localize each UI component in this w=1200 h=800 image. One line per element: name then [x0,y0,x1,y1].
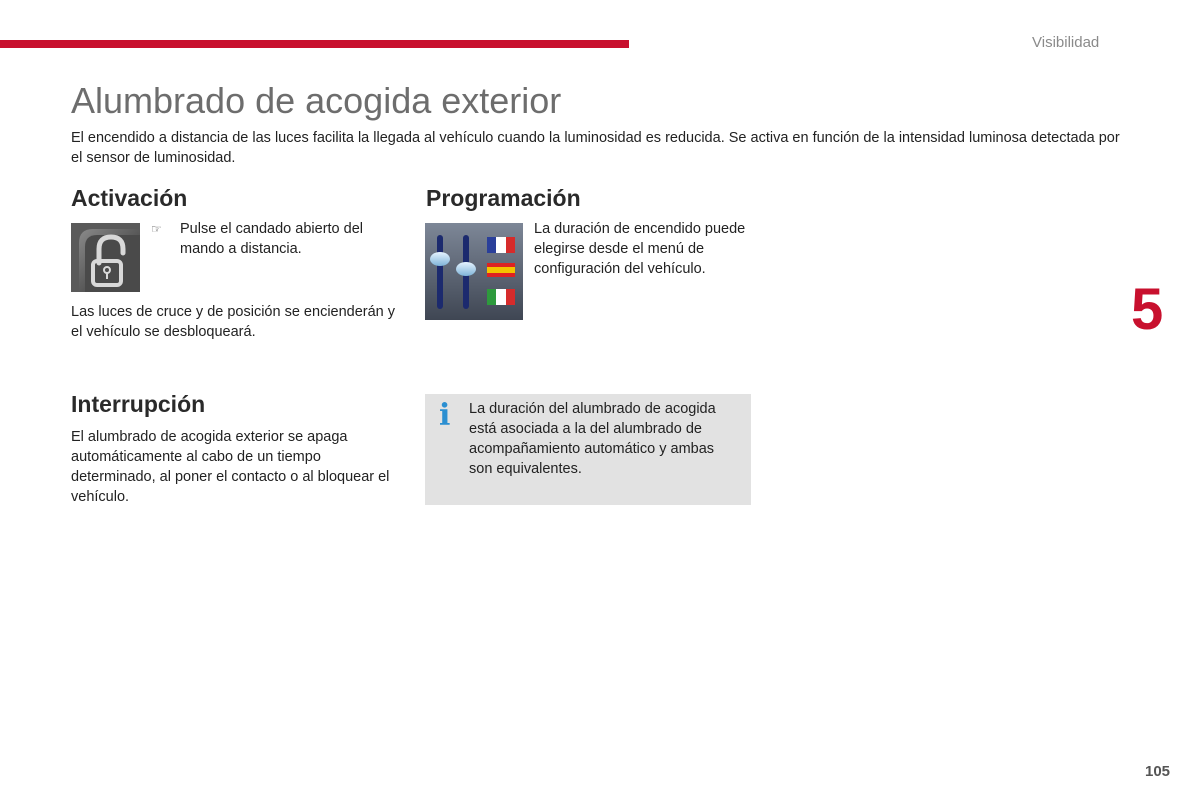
page-number: 105 [1145,763,1171,780]
activation-step: Pulse el candado abierto del mando a distancia. [180,221,363,257]
chapter-number: 5 [1131,277,1164,342]
open-padlock-icon [71,223,140,292]
settings-sliders-flags-icon [425,223,523,320]
interruption-text: El alumbrado de acogida exterior se apaga automáticamente al cabo de un tiempo determinado, al poner el contacto o al bloquear el vehículo. [71,429,390,505]
programming-text: La duración de encendido puede elegirse desde el menú de configuración del vehículo. [534,221,746,277]
intro-paragraph: El encendido a distancia de las luces facilita la llegada al vehículo cuando la luminosidad es reducida. Se activa en función de la intensidad luminosa detectada por el sensor de luminosidad. [71,130,1120,166]
info-box [425,394,751,505]
configuration-menu-image [425,223,523,320]
info-icon: i [439,398,451,433]
activation-result: Las luces de cruce y de posición se encienderán y el vehículo se desbloqueará. [71,304,396,340]
section-label: Visibilidad [1032,34,1100,51]
interruption-heading: Interrupción [71,391,206,417]
bullet-icon: ☞ [151,222,162,236]
page-title: Alumbrado de acogida exterior [71,80,562,121]
activation-heading: Activación [71,185,188,211]
remote-unlock-image [71,223,140,292]
programming-heading: Programación [426,185,581,211]
header-accent-bar [0,40,629,48]
info-text: La duración del alumbrado de acogida está asociada a la del alumbrado de acompañamiento automático y ambas son equivalentes. [469,401,716,477]
